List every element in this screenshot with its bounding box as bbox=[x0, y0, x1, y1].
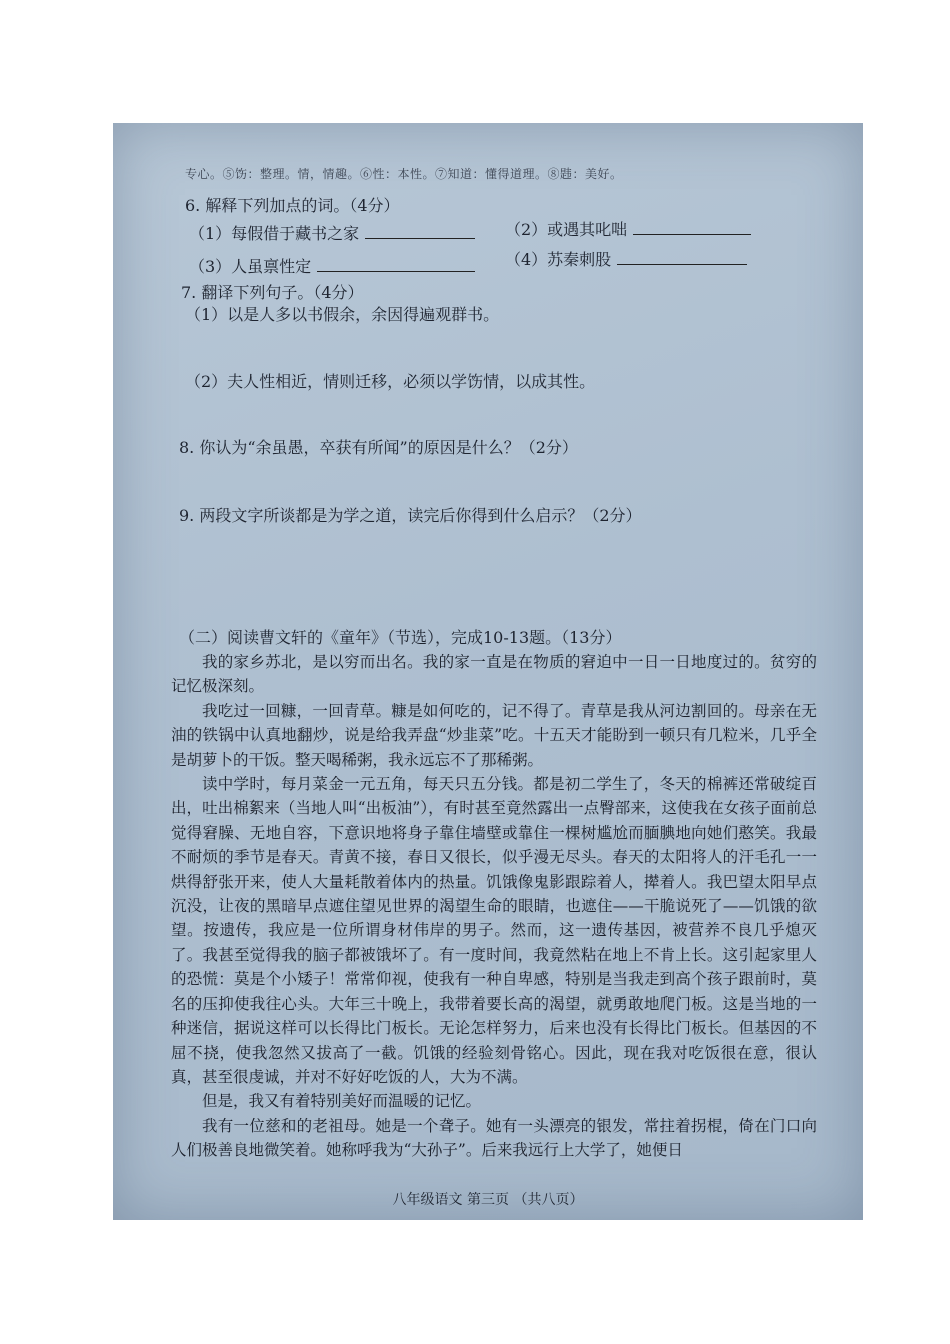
q6-item-1 bbox=[189, 221, 475, 244]
q6-item-2-text: （2）或遇其叱咄 bbox=[505, 220, 628, 239]
passage-paragraph: 我有一位慈和的老祖母。她是一个聋子。她有一头漂亮的银发，常拄着拐棍，倚在门口向人们极善良地微笑着。她称呼我为“大孙子”。后来我远行上大学了，她便日 bbox=[171, 1116, 817, 1160]
q6-item-4-text: （4）苏秦刺股 bbox=[505, 250, 612, 269]
q6-item-2 bbox=[505, 217, 751, 240]
question-6-title: 6. 解释下列加点的词。（4分） bbox=[185, 196, 400, 215]
question-8: 8. 你认为“余虽愚，卒获有所闻”的原因是什么？（2分） bbox=[179, 438, 578, 457]
section-2-title: （二）阅读曹文轩的《童年》（节选），完成10-13题。（13分） bbox=[179, 628, 622, 647]
answer-blank[interactable] bbox=[365, 224, 475, 239]
page-footer: 八年级语文 第三页 （共八页） bbox=[392, 1192, 584, 1208]
answer-blank[interactable] bbox=[633, 220, 751, 235]
passage-paragraph: 但是，我又有着特别美好而温暖的记忆。 bbox=[202, 1092, 482, 1111]
answer-blank[interactable] bbox=[317, 257, 475, 272]
q7-item-1: （1）以是人多以书假余，余因得遍观群书。 bbox=[185, 305, 500, 324]
passage-paragraph: 我吃过一回糠，一回青草。糠是如何吃的，记不得了。青草是我从河边割回的。母亲在无油的铁锅中认真地翻炒，说是给我弄盘“炒韭菜”吃。十五天才能盼到一顿只有几粒米，几乎全是胡萝卜的干饭。整天喝稀粥，我永远忘不了那稀粥。 bbox=[171, 701, 817, 769]
passage-paragraph: 读中学时，每月菜金一元五角，每天只五分钱。都是初二学生了，冬天的棉裤还常破绽百出，吐出棉絮来（当地人叫“出板油”），有时甚至竟然露出一点臀部来，这使我在女孩子面前总觉得窘臊、无地自容，下意识地将身子靠住墙壁或靠住一棵树尴尬而腼腆地向她们憨笑。我最不耐烦的季节是春天。青黄不接，春日又很长，似乎漫无尽头。春天的太阳将人的汗毛孔一一烘得舒张开来，使人大量耗散着体内的热量。饥饿像鬼影跟踪着人，撵着人。我巴望太阳早点沉没，让夜的黑暗早点遮住望见世界的渴望生命的眼睛，也遮住——干脆说死了——饥饿的欲望。按遗传，我应是一位所谓身材伟岸的男子。然而，这一遗传基因，被营养不良几乎熄灭了。我甚至觉得我的脑子都被饿坏了。有一度时间，我竟然粘在地上不肯上长。这引起家里人的恐慌：莫是个小矮子！常常仰视，使我有一种自卑感，特别是当我走到高个孩子跟前时，莫名的压抑使我往心头。大年三十晚上，我带着要长高的渴望，就勇敢地爬门板。这是当地的一种迷信，据说这样可以长得比门板长。无论怎样努力，后来也没有长得比门板长。但基因的不屈不挠，使我忽然又拔高了一截。饥饿的经验刻骨铭心。因此，现在我对吃饭很在意，很认真，甚至很虔诚，并对不好好吃饭的人，大为不满。 bbox=[171, 775, 817, 1086]
q6-item-3 bbox=[189, 254, 475, 277]
reading-passage bbox=[171, 650, 817, 1163]
q6-item-4 bbox=[505, 247, 747, 270]
question-9: 9. 两段文字所谈都是为学之道，读完后你得到什么启示？（2分） bbox=[179, 506, 642, 525]
footnote-line: 专心。⑤饬：整理。情，情趣。⑥性：本性。⑦知道：懂得道理。⑧韪：美好。 bbox=[185, 167, 623, 181]
question-7-title: 7. 翻译下列句子。（4分） bbox=[181, 283, 364, 302]
q7-item-2: （2）夫人性相近，情则迁移，必须以学饬情，以成其性。 bbox=[185, 372, 596, 391]
q6-item-3-text: （3）人虽禀性定 bbox=[189, 257, 312, 276]
exam-page-photo bbox=[113, 123, 863, 1220]
answer-blank[interactable] bbox=[617, 250, 747, 265]
q6-item-1-text: （1）每假借于藏书之家 bbox=[189, 224, 360, 243]
passage-paragraph: 我的家乡苏北，是以穷而出名。我的家一直是在物质的窘迫中一日一日地度过的。贫穷的记忆极深刻。 bbox=[171, 653, 817, 696]
